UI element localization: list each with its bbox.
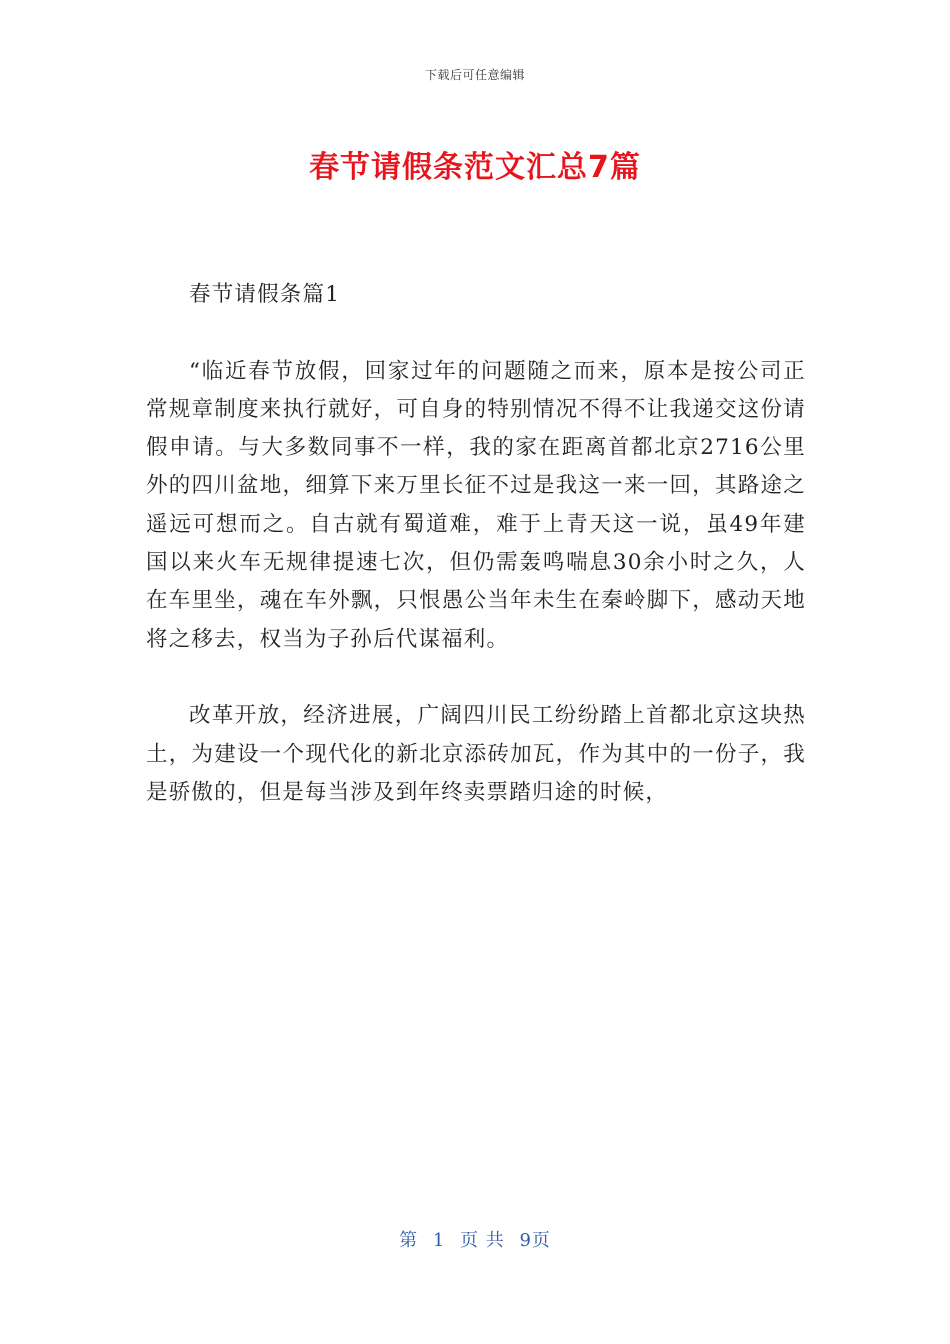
body-paragraph: 改革开放，经济进展，广阔四川民工纷纷踏上首都北京这块热土，为建设一个现代化的新北京添砖加瓦，作为其中的一份子，我是骄傲的，但是每当涉及到年终卖票踏归途的时候， [146, 703, 806, 805]
section-heading: 春节请假条篇1 [189, 282, 341, 307]
document-body [146, 276, 806, 812]
page-label-mid: 页 共 [460, 1230, 505, 1251]
total-pages: 9页 [519, 1230, 551, 1251]
document-title: 春节请假条范文汇总7篇 [309, 150, 641, 185]
page-footer [0, 1226, 950, 1252]
body-paragraph: “临近春节放假，回家过年的问题随之而来，原本是按公司正常规章制度来执行就好，可自身的特别情况不得不让我递交这份请假申请。与大多数同事不一样，我的家在距离首都北京2716公里外的四川盆地，细算下来万里长征不过是我这一来一回，其路途之遥远可想而之。自古就有蜀道难，难于上青天这一说，虽49年建国以来火车无规律提速七次，但仍需轰鸣喘息30余小时之久，人在车里坐，魂在车外飘，只恨愚公当年未生在秦岭脚下，感动天地将之移去，权当为子孙后代谋福利。 [146, 358, 806, 652]
page-label-prefix: 第 [399, 1230, 419, 1251]
current-page-number: 1 [432, 1230, 446, 1251]
header-note: 下载后可任意编辑 [424, 68, 525, 82]
